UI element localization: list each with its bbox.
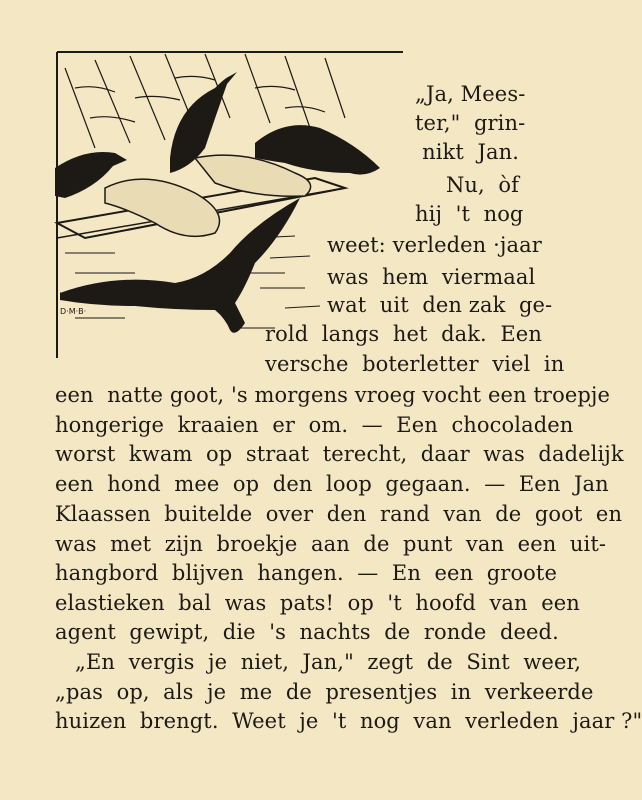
text-line-9: rold langs het dak. Een xyxy=(265,322,542,346)
text-line-10: versche boterletter viel in xyxy=(265,352,565,376)
text-line-17: hangbord blijven hangen. — En een groote xyxy=(55,561,557,585)
text-line-15: Klaassen buitelde over den rand van de goot en xyxy=(55,502,623,526)
text-line-16: was met zijn broekje aan de punt van een uit- xyxy=(55,532,607,556)
text-line-13: worst kwam op straat terecht, daar was dadelijk xyxy=(55,442,624,466)
text-line-3: nikt Jan. xyxy=(422,140,519,164)
artist-initials: D·M·B· xyxy=(60,307,87,316)
text-line-12: hongerige kraaien er om. — Een chocoladen xyxy=(55,413,574,437)
text-line-8: wat uit den zak ge- xyxy=(327,293,553,317)
text-line-1: „Ja, Mees- xyxy=(415,82,526,106)
text-line-14: een hond mee op den loop gegaan. — Een Jan xyxy=(55,472,609,496)
text-line-20: „En vergis je niet, Jan," zegt de Sint weer, xyxy=(75,650,582,674)
text-line-5: hij 't nog xyxy=(415,202,524,226)
text-line-19: agent gewipt, die 's nachts de ronde deed. xyxy=(55,620,559,644)
text-line-18: elastieken bal was pats! op 't hoofd van een xyxy=(55,591,580,615)
text-line-22: huizen brengt. Weet je 't nog van verleden jaar ?" xyxy=(55,709,642,733)
text-line-21: „pas op, als je me de presentjes in verkeerde xyxy=(55,680,594,704)
text-line-4: Nu, òf xyxy=(445,173,519,197)
text-line-7: was hem viermaal xyxy=(327,265,536,289)
text-line-6: weet: verleden ·jaar xyxy=(327,233,542,257)
text-line-11: een natte goot, 's morgens vroeg vocht een troepje xyxy=(55,383,611,407)
text-line-2: ter," grin- xyxy=(415,111,526,135)
